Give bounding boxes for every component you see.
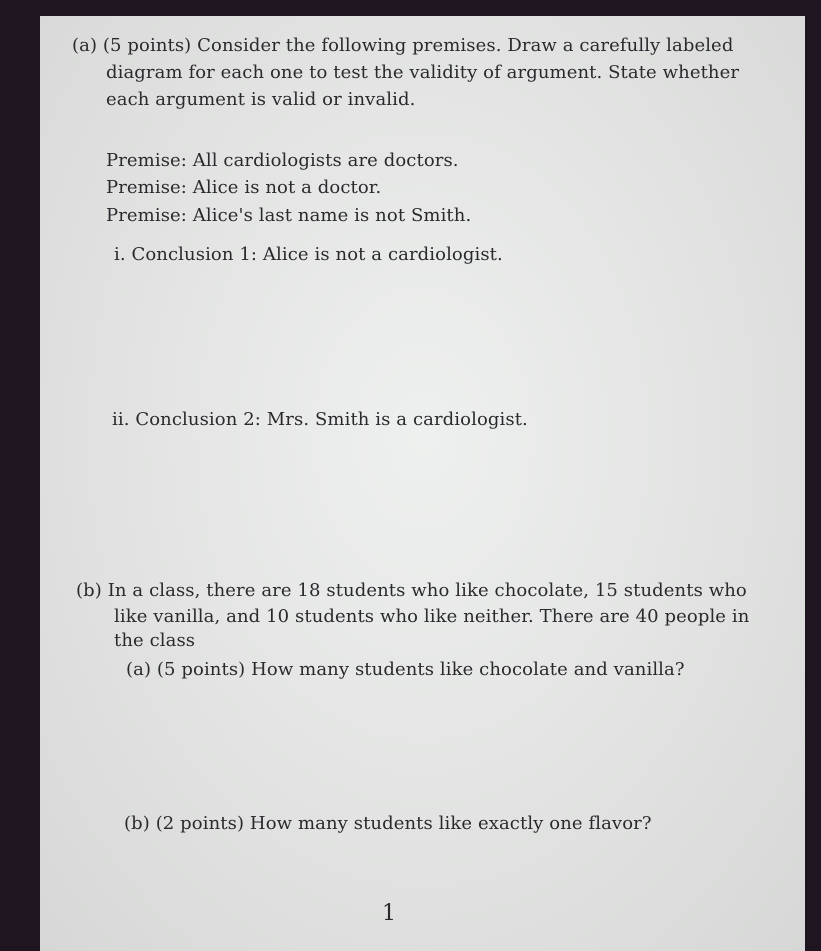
problem-b-text-line2: like vanilla, and 10 students who like neither. There are 40 people in [114, 606, 750, 627]
premise-2: Premise: Alice is not a doctor. [106, 177, 382, 198]
page-number: 1 [382, 901, 397, 926]
problem-a-instruction-line3: each argument is valid or invalid. [106, 89, 416, 110]
problem-b-text-line3: the class [114, 630, 196, 651]
problem-a-header-line1 [72, 32, 733, 59]
problem-a-label: (a) [72, 35, 98, 56]
problem-b-label: (b) [76, 580, 102, 601]
premise-1: Premise: All cardiologists are doctors. [106, 150, 459, 171]
conclusion-1: i. Conclusion 1: Alice is not a cardiologist. [114, 244, 503, 265]
problem-a-points: (5 points) [102, 35, 192, 56]
problem-b-line1 [76, 577, 747, 604]
problem-b-sub-b: (b) (2 points) How many students like exactly one flavor? [124, 813, 652, 834]
problem-b-text-line1: In a class, there are 18 students who like chocolate, 15 students who [107, 580, 747, 601]
premise-3: Premise: Alice's last name is not Smith. [106, 205, 472, 226]
document-page [40, 16, 805, 951]
problem-b-sub-a: (a) (5 points) How many students like chocolate and vanilla? [126, 659, 685, 680]
problem-a-instruction-line2: diagram for each one to test the validity of argument. State whether [106, 62, 740, 83]
conclusion-2: ii. Conclusion 2: Mrs. Smith is a cardiologist. [112, 409, 528, 430]
problem-a-instruction-line1: Consider the following premises. Draw a carefully labeled [197, 35, 734, 56]
